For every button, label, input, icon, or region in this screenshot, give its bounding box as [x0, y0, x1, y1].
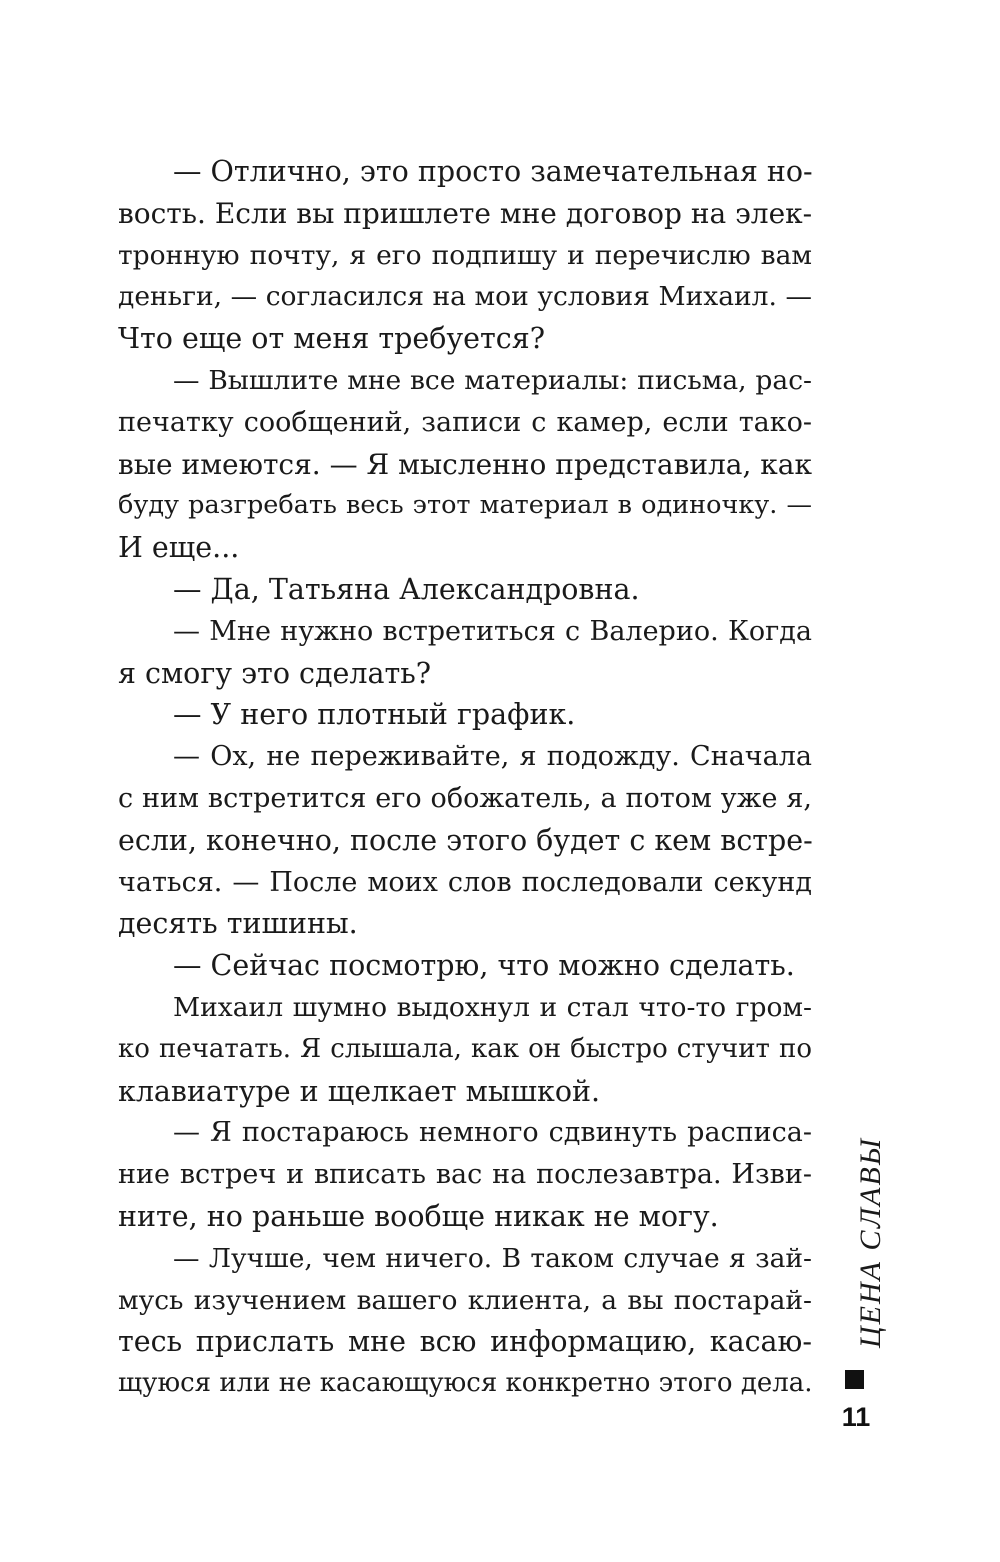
- running-head-title: ЦЕНА СЛАВЫ: [854, 1137, 887, 1348]
- text-line: — Да, Татьяна Александровна.: [173, 572, 640, 606]
- text-line: — Вышлите мне все материалы: письма, рас-: [173, 364, 812, 396]
- text-line: я смогу это сделать?: [118, 656, 432, 690]
- text-line: — Мне нужно встретиться с Валерио. Когда: [173, 615, 812, 647]
- text-line: ните, но раньше вообще никак не могу.: [118, 1199, 719, 1233]
- text-line: — У него плотный график.: [173, 698, 576, 732]
- text-line: щуюся или не касающуюся конкретно этого дела.: [118, 1368, 813, 1399]
- page-body-text: [118, 151, 812, 1405]
- text-line: — Я постараюсь немного сдвинуть расписа-: [173, 1117, 812, 1149]
- square-marker-icon: [845, 1370, 864, 1389]
- text-line: — Сейчас посмотрю, что можно сделать.: [173, 949, 795, 983]
- text-line: вые имеются. — Я мысленно представила, как: [118, 447, 812, 481]
- page-number: 11: [841, 1402, 871, 1432]
- text-line: — Ох, не переживайте, я подожду. Сначала: [173, 741, 812, 773]
- text-line: клавиатуре и щелкает мышкой.: [118, 1074, 601, 1108]
- text-line: ние встреч и вписать вас на послезавтра. Изви-: [118, 1159, 812, 1191]
- text-line: чаться. — После моих слов последовали секунд: [118, 866, 812, 898]
- text-line: — Лучше, чем ничего. В таком случае я зай-: [173, 1242, 812, 1274]
- text-line: Что еще от меня требуется?: [118, 322, 546, 356]
- text-line: — Отлично, это просто замечательная но-: [173, 155, 813, 188]
- text-line: И еще...: [118, 531, 240, 565]
- text-line: ко печатать. Я слышала, как он быстро стучит по: [118, 1033, 812, 1064]
- text-line: Михаил шумно выдохнул и стал что-то гром-: [173, 991, 812, 1023]
- text-line: с ним встретится его обожатель, а потом уже я,: [118, 782, 812, 814]
- text-line: мусь изучением вашего клиента, а вы постарай-: [118, 1284, 812, 1316]
- text-line: деньги, — согласился на мои условия Михаил. —: [118, 281, 812, 313]
- text-line: тесь прислать мне всю информацию, касаю-: [118, 1325, 812, 1359]
- text-line: вость. Если вы пришлете мне договор на элек-: [118, 196, 813, 230]
- text-line: буду разгребать весь этот материал в одиночку. —: [118, 490, 812, 521]
- text-line: если, конечно, после этого будет с кем встре-: [118, 823, 813, 857]
- text-line: десять тишины.: [118, 907, 358, 941]
- text-line: печатку сообщений, записи с камер, если тако-: [118, 406, 812, 438]
- text-line: тронную почту, я его подпишу и перечислю вам: [118, 239, 812, 271]
